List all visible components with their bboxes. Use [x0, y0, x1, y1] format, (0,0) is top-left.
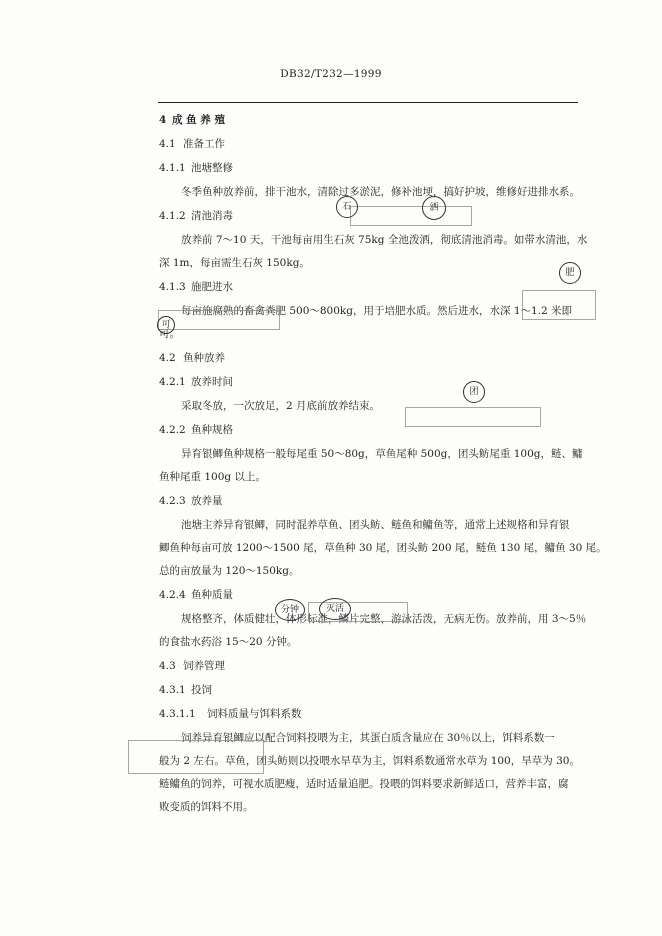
- section-number: 4.1.3: [159, 281, 186, 293]
- watermark-stamp: [405, 407, 541, 427]
- section-title: 成 鱼 养 殖: [172, 114, 225, 126]
- section-number: 4.1.2: [159, 210, 186, 222]
- section-heading: [159, 162, 581, 175]
- paragraph-line: 每亩施腐熟的畜禽粪肥 500～800kg，用于培肥水质。然后进水，水深 1～1.2 米即: [181, 305, 573, 317]
- section-title: 鱼种质量: [191, 589, 233, 601]
- paragraph-line: 般为 2 左右。草鱼，团头鲂则以投喂水旱草为主，饵料系数通常水草为 100，旱草为 30。: [159, 755, 580, 767]
- section-number: 4.2.1: [159, 376, 186, 388]
- section-heading: [159, 495, 581, 508]
- paragraph-line: 深 1m，每亩需生石灰 150kg。: [159, 257, 310, 269]
- header-rule: [158, 102, 578, 103]
- section-heading: [159, 114, 581, 127]
- paragraph-line: 放养前 7～10 天，干池每亩用生石灰 75kg 全池泼洒，彻底清池消毒。如带水清池，水: [181, 234, 588, 246]
- section-heading: [159, 281, 581, 294]
- paragraph-line: 可。: [159, 328, 180, 340]
- section-title: 鱼种规格: [191, 424, 233, 436]
- section-heading: [159, 684, 581, 697]
- section-title: 准备工作: [183, 138, 225, 150]
- paragraph-line: 规格整齐，体质健壮，体形标准，鳞片完整，游泳活泼，无病无伤。放养前，用 3～5％: [181, 613, 587, 625]
- section-title: 饲养管理: [183, 660, 225, 672]
- paragraph-line: 总的亩放量为 120～150kg。: [159, 565, 300, 577]
- handwritten-circle-mark: 团: [463, 381, 485, 403]
- handwritten-circle-mark: 石: [336, 196, 358, 218]
- section-title: 清池消毒: [191, 210, 233, 222]
- section-title: 施肥进水: [191, 281, 233, 293]
- paragraph-line: 异育银鲫鱼种规格一般每尾重 50～80g，草鱼尾种 500g，团头鲂尾重 100g，鲢、鳙: [181, 448, 583, 460]
- section-number: 4.3.1: [159, 684, 186, 696]
- section-heading: [159, 376, 581, 389]
- watermark-stamp: [522, 290, 596, 320]
- section-title: 投饲: [191, 684, 212, 696]
- section-heading: [159, 589, 581, 602]
- handwritten-circle-mark: 可: [157, 316, 175, 334]
- paragraph-line: 饲养异育银鲫应以配合饲料投喂为主，其蛋白质含量应在 30％以上，饵料系数一: [181, 732, 555, 744]
- watermark-stamp: [128, 740, 264, 774]
- section-number: 4.2.4: [159, 589, 186, 601]
- section-number: 4.2: [159, 352, 176, 364]
- section-number: 4.2.2: [159, 424, 186, 436]
- section-number: 4.1: [159, 138, 176, 150]
- paragraph-line: 的食盐水药浴 15～20 分钟。: [159, 636, 298, 648]
- watermark-stamp: [350, 206, 472, 226]
- section-number: 4: [159, 114, 167, 126]
- section-heading: [159, 708, 581, 721]
- paragraph-line: 败变质的饵料不用。: [159, 801, 254, 813]
- handwritten-circle-mark: 灭活: [319, 598, 351, 620]
- handwritten-circle-mark: 洒: [422, 196, 446, 220]
- section-title: 饲料质量与饵料系数: [207, 708, 302, 720]
- section-number: 4.3.1.1: [159, 708, 196, 720]
- handwritten-circle-mark: 肥: [559, 262, 581, 284]
- section-title: 放养时间: [191, 376, 233, 388]
- watermark-stamp: [158, 310, 280, 330]
- section-number: 4.2.3: [159, 495, 186, 507]
- paragraph-line: 池塘主养异育银鲫，同时混养草鱼、团头鲂、鲢鱼和鳙鱼等，通常上述规格和异育银: [181, 519, 570, 531]
- section-number: 4.1.1: [159, 162, 186, 174]
- section-title: 池塘整修: [191, 162, 233, 174]
- section-heading: [159, 352, 581, 365]
- paragraph-line: 采取冬放，一次放足，2 月底前放养结束。: [181, 400, 381, 412]
- paragraph-line: 冬季鱼种放养前，排干池水，清除过多淤泥，修补池埂，搞好护坡，维修好进排水系。: [181, 186, 580, 198]
- paragraph-line: 鲫鱼种每亩可放 1200～1500 尾，草鱼种 30 尾，团头鲂 200 尾，鲢鱼 130 尾，鳙鱼 30 尾。: [159, 542, 607, 554]
- paragraph-line: 鲢鳙鱼的饲养，可视水质肥瘦，适时适量追肥。投喂的饵料要求新鲜适口，营养丰富，腐: [159, 778, 569, 790]
- section-title: 鱼种放养: [183, 352, 225, 364]
- section-heading: [159, 660, 581, 673]
- section-title: 放养量: [191, 495, 223, 507]
- document-code-header: DB32/T232—1999: [280, 68, 382, 80]
- handwritten-circle-mark: 分钟: [275, 599, 305, 621]
- section-number: 4.3: [159, 660, 176, 672]
- paragraph-line: 鱼种尾重 100g 以上。: [159, 471, 266, 483]
- section-heading: [159, 138, 581, 151]
